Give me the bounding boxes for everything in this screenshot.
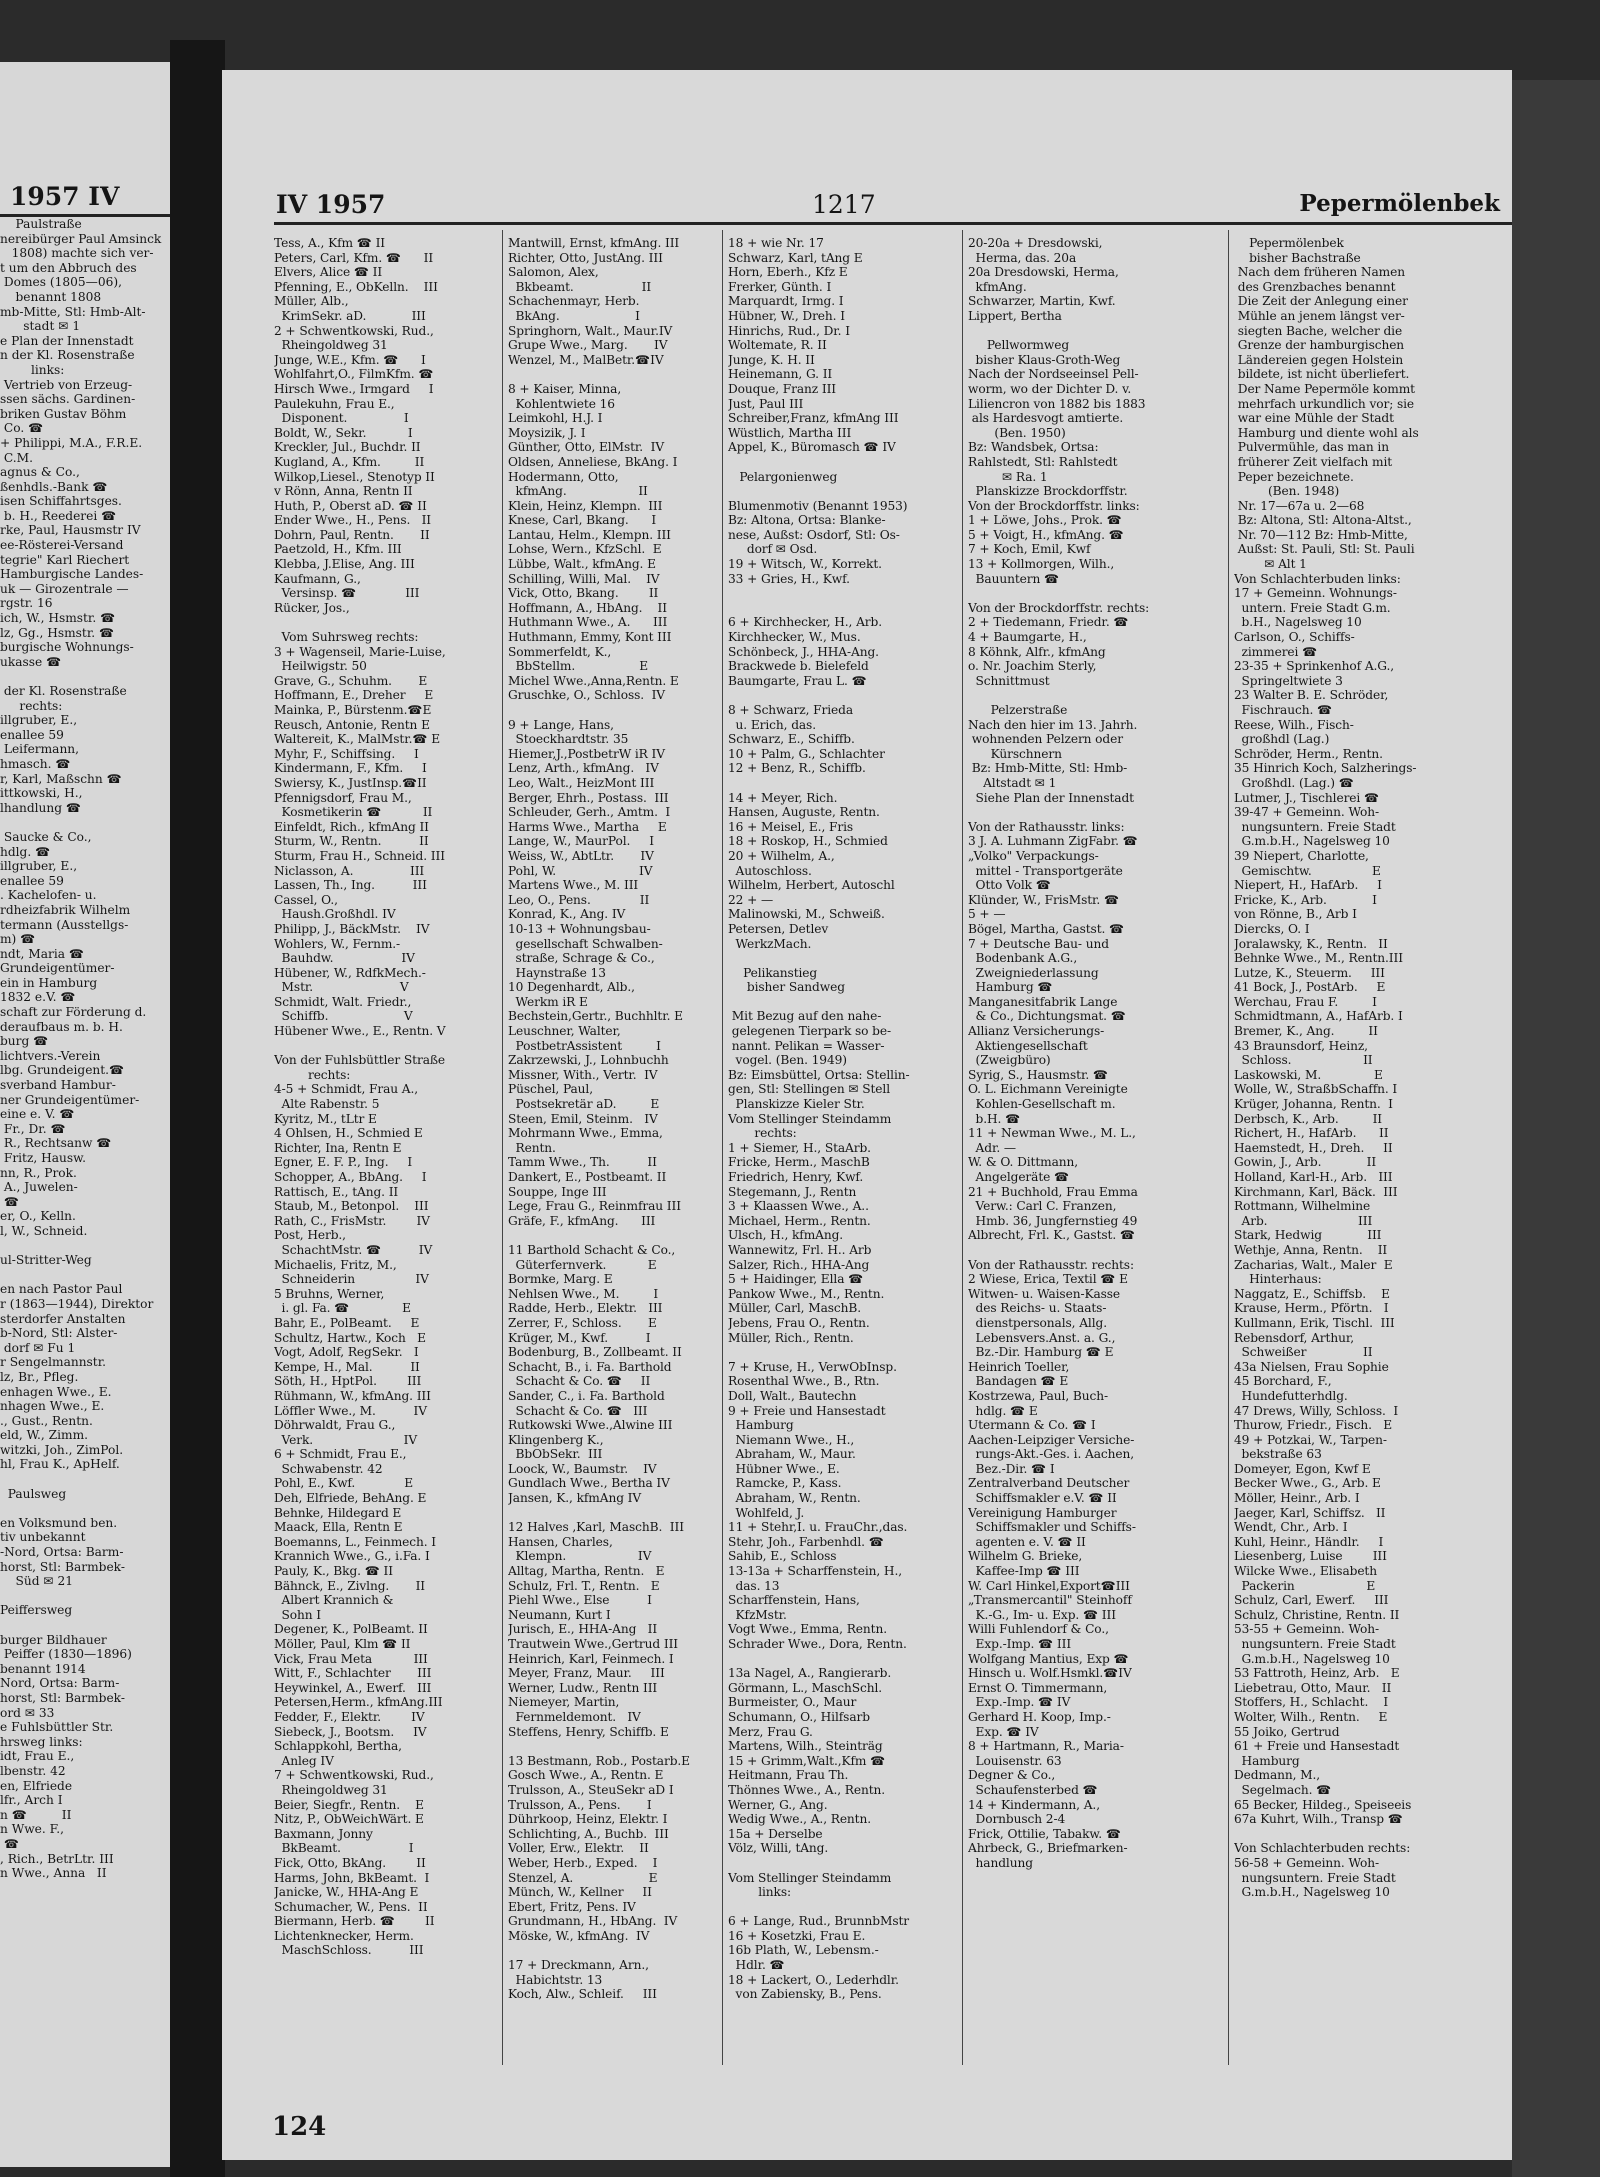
left-page-text: Paulstraße nereibürger Paul Amsinck 1808) machte sich ver- t um den Abbruch des Domes (1805—06), benannt 1808 mb-Mitte, Stl: Hmb-Alt- stadt ✉ 1 e Plan der Innenstadt n der Kl. Rosenstraße links: Vertrieb von Erzeug- ssen sächs. Gardinen- briken Gustav Böhm Co. ☎ + Philippi, M.A., F.R.E. C.M. agnus & Co., ßenhdls.-Bank ☎ isen Schiffahrtsges. b. H., Reederei ☎ rke, Paul, Hausmstr IV ee-Rösterei-Versand tegrie" Karl Riechert Hamburgische Landes- uk — Girozentrale — rgstr. 16 ich, W., Hsmstr. ☎ lz, Gg., Hsmstr. ☎ burgische Wohnungs- ukasse ☎ der Kl. Rosenstraße rechts: illgruber, E., enallee 59 Leifermann, hmasch. ☎ r, Karl, Maßschn ☎ ittkowski, H., lhandlung ☎ Saucke & Co., hdlg. ☎ illgruber, E., enallee 59 . Kachelofen- u. rdheizfabrik Wilhelm termann (Ausstellgs- m) ☎ ndt, Maria ☎ Grundeigentümer- ein in Hamburg 1832 e.V. ☎ schaft zur Förderung d. deraufbaus m. b. H. burg ☎ lichtvers.-Verein lbg. Grundeigent.☎ sverband Hambur- ner Grundeigentümer- eine e. V. ☎ Fr., Dr. ☎ R., Rechtsanw ☎ Fritz, Hausw. nn, R., Prok. A., Juwelen- ☎ er, O., Kelln. l, W., Schneid. ul-Stritter-Weg en nach Pastor Paul r (1863—1944), Direktor sterdorfer Anstalten b-Nord, Stl: Alster- dorf ✉ Fu 1 r Sengelmannstr. lz, Br., Pfleg. enhagen Wwe., E. nhagen Wwe., E. ., Gust., Rentn. eld, W., Zimm. witzki, Joh., ZimPol. hl, Frau K., ApHelf. Paulsweg en Volksmund ben. tiv unbekannt -Nord, Ortsa: Barm- horst, Stl: Barmbek- Süd ✉ 21 Peiffersweg burger Bildhauer Peiffer (1830—1896) benannt 1914 Nord, Ortsa: Barm- horst, Stl: Barmbek- ord ✉ 33 e Fuhlsbüttler Str. hrsweg links: idt, Frau E., lbenstr. 42 en, Elfriede lfr., Arch I n ☎ II n Wwe. F., ☎ , Rich., BetrLtr. III n Wwe., Anna II [0,217,162,1881]
page-number: 1217 [812,190,876,219]
directory-column-5: Pepermölenbek bisher Bachstraße Nach dem früheren Namen des Grenzbaches benannt Die Zeit der Anlegung einer Mühle an jenem längst ver- siegten Bache, welcher die Grenze der hamburgischen Ländereien gegen Holstein bildete, ist nicht überliefert. Der Name Pepermöle kommt mehrfach urkundlich vor; sie war eine Mühle der Stadt Hamburg und diente wohl als Pulvermühle, das man in früherer Zeit vielfach mit Peper bezeichnete. (Ben. 1948) Nr. 17—67a u. 2—68 Bz: Altona, Stl: Altona-Altst., Nr. 70—112 Bz: Hmb-Mitte, Außst: St. Pauli, Stl: St. Pauli ✉ Alt 1 Von Schlachterbuden links: 17 + Gemeinn. Wohnungs- untern. Freie Stadt G.m. b.H., Nagelsweg 10 Carlson, O., Schiffs- zimmerei ☎ 23-35 + Sprinkenhof A.G., Springeltwiete 3 23 Walter B. E. Schröder, Fischrauch. ☎ Reese, Wilh., Fisch- großhdl (Lag.) Schröder, Herm., Rentn. 35 Hinrich Koch, Salzherings- Großhdl. (Lag.) ☎ Lutmer, J., Tischlerei ☎ 39-47 + Gemeinn. Woh- nungsuntern. Freie Stadt G.m.b.H., Nagelsweg 10 39 Niepert, Charlotte, Gemischtw. E Niepert, H., HafArb. I Fricke, K., Arb. I von Rönne, B., Arb I Diercks, O. I Joralawsky, K., Rentn. II Behnke Wwe., M., Rentn.III Lutze, K., Steuerm. III 41 Bock, J., PostArb. E Werchau, Frau F. I Schmidtmann, A., HafArb. I Bremer, K., Ang. II 43 Braunsdorf, Heinz, Schloss. II Laskowski, M. E Wolle, W., StraßbSchaffn. I Krüger, Johanna, Rentn. I Derbsch, K., Arb. II Richert, H., HafArb. II Haemstedt, H., Dreh. II Gowin, J., Arb. II Holland, Karl-H., Arb. III Kirchmann, Karl, Bäck. III Rottmann, Wilhelmine Arb. III Stark, Hedwig III Wethje, Anna, Rentn. II Zacharias, Walt., Maler E Hinterhaus: Naggatz, E., Schiffsb. E Krause, Herm., Pförtn. I Kullmann, Erik, Tischl. III Rebensdorf, Arthur, Schweißer II 43a Nielsen, Frau Sophie 45 Borchard, F., Hundefutterhdlg. 47 Drews, Willy, Schloss. I Thurow, Friedr., Fisch. E 49 + Potzkai, W., Tarpen- bekstraße 63 Domeyer, Egon, Kwf E Becker Wwe., G., Arb. E Möller, Heinr., Arb. I Jaeger, Karl, Schiffsz. II Wendt, Chr., Arb. I Kuhl, Heinr., Händlr. I Liesenberg, Luise III Wilcke Wwe., Elisabeth Packerin E Schulz, Carl, Ewerf. III Schulz, Christine, Rentn. II 53-55 + Gemeinn. Woh- nungsuntern. Freie Stadt G.m.b.H., Nagelsweg 10 53 Fattroth, Heinz, Arb. E Liebetrau, Otto, Maur. II Stoffers, H., Schlacht. I Wolter, Wilh., Rentn. E 55 Joiko, Gertrud 61 + Freie und Hansestadt Hamburg Dedmann, M., Segelmach. ☎ 65 Becker, Hildeg., Speiseeis 67a Kuhrt, Wilh., Transp ☎ Von Schlachterbuden rechts: 56-58 + Gemeinn. Woh- nungsuntern. Freie Stadt G.m.b.H., Nagelsweg 10 [1234,236,1419,1900]
header-rule [274,222,1512,225]
directory-column-4: 20-20a + Dresdowski, Herma, das. 20a 20a Dresdowski, Herma, kfmAng. Schwarzer, Martin, Kwf. Lippert, Bertha Pellwormweg bisher Klaus-Groth-Weg Nach der Nordseeinsel Pell- worm, wo der Dichter D. v. Liliencron von 1882 bis 1883 als Hardesvogt amtierte. (Ben. 1950) Bz: Wandsbek, Ortsa: Rahlstedt, Stl: Rahlstedt ✉ Ra. 1 Planskizze Brockdorffstr. Von der Brockdorffstr. links: 1 + Löwe, Johs., Prok. ☎ 5 + Voigt, H., kfmAng. ☎ 7 + Koch, Emil, Kwf 13 + Kollmorgen, Wilh., Bauuntern ☎ Von der Brockdorffstr. rechts: 2 + Tiedemann, Friedr. ☎ 4 + Baumgarte, H., 8 Köhnk, Alfr., kfmAng o. Nr. Joachim Sterly, Schnittmust Pelzerstraße Nach den hier im 13. Jahrh. wohnenden Pelzern oder Kürschnern Bz: Hmb-Mitte, Stl: Hmb- Altstadt ✉ 1 Siehe Plan der Innenstadt Von der Rathausstr. links: 3 J. A. Luhmann ZigFabr. ☎ „Volko" Verpackungs- mittel - Transportgeräte Otto Volk ☎ Klünder, W., FrisMstr. ☎ 5 + — Bögel, Martha, Gastst. ☎ 7 + Deutsche Bau- und Bodenbank A.G., Zweigniederlassung Hamburg ☎ Manganesitfabrik Lange & Co., Dichtungsmat. ☎ Allianz Versicherungs- Aktiengesellschaft (Zweigbüro) Syrig, S., Hausmstr. ☎ O. L. Eichmann Vereinigte Kohlen-Gesellschaft m. b.H. ☎ 11 + Newman Wwe., M. L., Adr. — W. & O. Dittmann, Angelgeräte ☎ 21 + Buchhold, Frau Emma Verw.: Carl C. Franzen, Hmb. 36, Jungfernstieg 49 Albrecht, Frl. K., Gastst. ☎ Von der Rathausstr. rechts: 2 Wiese, Erica, Textil ☎ E Witwen- u. Waisen-Kasse des Reichs- u. Staats- dienstpersonals, Allg. Lebensvers.Anst. a. G., Bz.-Dir. Hamburg ☎ E Heinrich Toeller, Bandagen ☎ E Kostrzewa, Paul, Buch- hdlg. ☎ E Utermann & Co. ☎ I Aachen-Leipziger Versiche- rungs-Akt.-Ges. i. Aachen, Bez.-Dir. ☎ I Zentralverband Deutscher Schiffsmakler e.V. ☎ II Vereinigung Hamburger Schiffsmakler und Schiffs- agenten e. V. ☎ II Wilhelm G. Brieke, Kaffee-Imp ☎ III W. Carl Hinkel,Export☎III „Transmercantil" Steinhoff K.-G., Im- u. Exp. ☎ III Willi Fuhlendorf & Co., Exp.-Imp. ☎ III Wolfgang Mantius, Exp ☎ Hinsch u. Wolf.Hsmkl.☎IV Ernst O. Timmermann, Exp.-Imp. ☎ IV Gerhard H. Koop, Imp.- Exp. ☎ IV 8 + Hartmann, R., Maria- Louisenstr. 63 Degner & Co., Schaufensterbed ☎ 14 + Kindermann, A., Dornbusch 2-4 Frick, Ottilie, Tabakw. ☎ Ahrbeck, G., Briefmarken- handlung [968,236,1150,1870]
column-divider [1228,230,1229,2065]
left-page [0,62,170,2167]
directory-column-1: Tess, A., Kfm ☎ II Peters, Carl, Kfm. ☎ II Elvers, Alice ☎ II Pfenning, E., ObKelln. III Müller, Alb., KrimSekr. aD. III 2 + Schwentkowski, Rud., Rheingoldweg 31 Junge, W.E., Kfm. ☎ I Wohlfahrt,O., FilmKfm. ☎ Hirsch Wwe., Irmgard I Paulekuhn, Frau E., Disponent. I Boldt, W., Sekr. I Kreckler, Jul., Buchdr. II Kugland, A., Kfm. II Wilkop,Liesel., Stenotyp II v Rönn, Anna, Rentn II Huth, P., Oberst aD. ☎ II Ender Wwe., H., Pens. II Dohrn, Paul, Rentn. II Paetzold, H., Kfm. III Klebba, J.Elise, Ang. III Kaufmann, G., Versinsp. ☎ III Rücker, Jos., Vom Suhrsweg rechts: 3 + Wagenseil, Marie-Luise, Heilwigstr. 50 Grave, G., Schuhm. E Hoffmann, E., Dreher E Mainka, P., Bürstenm.☎E Reusch, Antonie, Rentn E Waltereit, K., MalMstr.☎ E Myhr, F., Schiffsing. I Kindermann, F., Kfm. I Swiersy, K., JustInsp.☎II Pfennigsdorf, Frau M., Kosmetikerin ☎ II Einfeldt, Rich., kfmAng II Sturm, W., Rentn. II Sturm, Frau H., Schneid. III Niclasson, A. III Lassen, Th., Ing. III Cassel, O., Haush.Großhdl. IV Philipp, J., BäckMstr. IV Wohlers, W., Fernm.- Bauhdw. IV Hübener, W., RdfkMech.- Mstr. V Schmidt, Walt. Friedr., Schiffb. V Hübener Wwe., E., Rentn. V Von der Fuhlsbüttler Straße rechts: 4-5 + Schmidt, Frau A., Alte Rabenstr. 5 Kyritz, M., tLtr E 4 Ohlsen, H., Schmied E Richter, Ina, Rentn E Egner, E. F. P., Ing. I Schopper, A., BbAng. I Rattisch, E., tAng. II Staub, M., Betonpol. III Rath, C., FrisMstr. IV Post, Herb., SchachtMstr. ☎ IV Michaelis, Fritz, M., Schneiderin IV 5 Bruhns, Werner, i. gl. Fa. ☎ E Bahr, E., PolBeamt. E Schultz, Hartw., Koch E Vogt, Adolf, RegSekr. I Kempe, H., Mal. II Söth, H., HptPol. III Rühmann, W., kfmAng. III Löffler Wwe., M. IV Döhrwaldt, Frau G., Verk. IV 6 + Schmidt, Frau E., Schwabenstr. 42 Pohl, E., Kwf. E Deh, Elfriede, BehAng. E Behnke, Hildegard E Maack, Ella, Rentn E Boemanns, L., Feinmech. I Krannich Wwe., G., i.Fa. I Pauly, K., Bkg. ☎ II Bähnck, E., Zivlng. II Albert Krannich & Sohn I Degener, K., PolBeamt. II Möller, Paul, Klm ☎ II Vick, Frau Meta III Witt, F., Schlachter III Heywinkel, A., Ewerf. III Petersen,Herm., kfmAng.III Fedder, F., Elektr. IV Siebeck, J., Bootsm. IV Schlappkohl, Bertha, Anleg IV 7 + Schwentkowski, Rud., Rheingoldweg 31 Beier, Siegfr., Rentn. E Nitz, P., ObWeichWärt. E Baxmann, Jonny BkBeamt. I Fick, Otto, BkAng. II Harms, John, BkBeamt. I Janicke, W., HHA-Ang E Schumacher, W., Pens. II Biermann, Herb. ☎ II Lichtenknecker, Herm. MaschSchloss. III [274,236,446,1958]
book-gutter [170,40,225,2177]
footer-number: 124 [272,2112,327,2142]
column-divider [502,230,503,2065]
column-divider [722,230,723,2065]
left-page-header: 1957 IV [10,182,120,211]
right-page [222,70,1512,2160]
directory-column-3: 18 + wie Nr. 17 Schwarz, Karl, tAng E Horn, Eberh., Kfz E Frerker, Günth. I Marquardt, Irmg. I Hübner, W., Dreh. I Hinrichs, Rud., Dr. I Woltemate, R. II Junge, K. H. II Heinemann, G. II Douque, Franz III Just, Paul III Schreiber,Franz, kfmAng III Wüstlich, Martha III Appel, K., Büromasch ☎ IV Pelargonienweg Blumenmotiv (Benannt 1953) Bz: Altona, Ortsa: Blanke- nese, Außst: Osdorf, Stl: Os- dorf ✉ Osd. 19 + Witsch, W., Korrekt. 33 + Gries, H., Kwf. 6 + Kirchhecker, H., Arb. Kirchhecker, W., Mus. Schönbeck, J., HHA-Ang. Brackwede b. Bielefeld Baumgarte, Frau L. ☎ 8 + Schwarz, Frieda u. Erich, das. Schwarz, E., Schiffb. 10 + Palm, G., Schlachter 12 + Benz, R., Schiffb. 14 + Meyer, Rich. Hansen, Auguste, Rentn. 16 + Meisel, E., Fris 18 + Roskop, H., Schmied 20 + Wilhelm, A., Autoschloss. Wilhelm, Herbert, Autoschl 22 + — Malinowski, M., Schweiß. Petersen, Detlev WerkzMach. Pelikanstieg bisher Sandweg Mit Bezug auf den nahe- gelegenen Tierpark so be- nannt. Pelikan = Wasser- vogel. (Ben. 1949) Bz: Eimsbüttel, Ortsa: Stellin- gen, Stl: Stellingen ✉ Stell Planskizze Kieler Str. Vom Stellinger Steindamm rechts: 1 + Siemer, H., StaArb. Fricke, Herm., MaschB Friedrich, Henry, Kwf. Stegemann, J., Rentn 3 + Klaassen Wwe., A.. Michael, Herm., Rentn. Ulsch, H., kfmAng. Wannewitz, Frl. H.. Arb Salzer, Rich., HHA-Ang 5 + Haidinger, Ella ☎ Pankow Wwe., M., Rentn. Müller, Carl, MaschB. Jebens, Frau O., Rentn. Müller, Rich., Rentn. 7 + Kruse, H., VerwObInsp. Rosenthal Wwe., B., Rtn. Doll, Walt., Bautechn 9 + Freie und Hansestadt Hamburg Niemann Wwe., H., Abraham, W., Maur. Hübner Wwe., E. Ramcke, P., Kass. Abraham, W., Rentn. Wohlfeld, J. 11 + Stehr,I. u. FrauChr.,das. Stehr, Joh., Farbenhdl. ☎ Sahib, E., Schloss 13-13a + Scharffenstein, H., das. 13 Scharffenstein, Hans, KfzMstr. Vogt Wwe., Emma, Rentn. Schrader Wwe., Dora, Rentn. 13a Nagel, A., Rangierarb. Görmann, L., MaschSchl. Burmeister, O., Maur Schumann, O., Hilfsarb Merz, Frau G. Martens, Wilh., Steinträg 15 + Grimm,Walt.,Kfm ☎ Heitmann, Frau Th. Thönnes Wwe., A., Rentn. Werner, G., Ang. Wedig Wwe., A., Rentn. 15a + Derselbe Völz, Willi, tAng. Vom Stellinger Steindamm links: 6 + Lange, Rud., BrunnbMstr 16 + Kosetzki, Frau E. 16b Plath, W., Lebensm.- Hdlr. ☎ 18 + Lackert, O., Lederhdlr. von Zabiensky, B., Pens. [728,236,910,2002]
page-header-title: Pepermölenbek [1299,190,1500,217]
page-edge [1512,80,1600,2177]
directory-column-2: Mantwill, Ernst, kfmAng. III Richter, Otto, JustAng. III Salomon, Alex, Bkbeamt. II Schachenmayr, Herb. BkAng. I Springhorn, Walt., Maur.IV Grupe Wwe., Marg. IV Wenzel, M., MalBetr.☎IV 8 + Kaiser, Minna, Kohlentwiete 16 Leimkohl, H.J. I Moysizik, J. I Günther, Otto, ElMstr. IV Oldsen, Anneliese, BkAng. I Hodermann, Otto, kfmAng. II Klein, Heinz, Klempn. III Knese, Carl, Bkang. I Lantau, Helm., Klempn. III Lohse, Wern., KfzSchl. E Lübbe, Walt., kfmAng. E Schilling, Willi, Mal. IV Vick, Otto, Bkang. II Hoffmann, A., HbAng. II Huthmann Wwe., A. III Huthmann, Emmy, Kont III Sommerfeldt, K., BbStellm. E Michel Wwe.,Anna,Rentn. E Gruschke, O., Schloss. IV 9 + Lange, Hans, Stoeckhardtstr. 35 Hiemer,J.,PostbetrW iR IV Lenz, Arth., kfmAng. IV Leo, Walt., HeizMont III Berger, Ehrh., Postass. III Schleuder, Gerh., Amtm. I Harms Wwe., Martha E Lange, W., MaurPol. I Weiss, W., AbtLtr. IV Pohl, W. IV Martens Wwe., M. III Leo, O., Pens. II Konrad, K., Ang. IV 10-13 + Wohnungsbau- gesellschaft Schwalben- straße, Schrage & Co., Haynstraße 13 10 Degenhardt, Alb., Werkm iR E Bechstein,Gertr., Buchhltr. E Leuschner, Walter, PostbetrAssistent I Zakrzewski, J., Lohnbuchh Missner, With., Vertr. IV Püschel, Paul, Postsekretär aD. E Steen, Emil, Steinm. IV Mohrmann Wwe., Emma, Rentn. Tamm Wwe., Th. II Dankert, E., Postbeamt. II Souppe, Inge III Lege, Frau G., Reinmfrau III Gräfe, F., kfmAng. III 11 Barthold Schacht & Co., Güterfernverk. E Bormke, Marg. E Nehlsen Wwe., M. I Radde, Herb., Elektr. III Zerrer, F., Schloss. E Krüger, M., Kwf. I Bodenburg, B., Zollbeamt. II Schacht, B., i. Fa. Barthold Schacht & Co. ☎ II Sander, C., i. Fa. Barthold Schacht & Co. ☎ III Rutkowski Wwe.,Alwine III Klingenberg K., BbObSekr. III Loock, W., Baumstr. IV Gundlach Wwe., Bertha IV Jansen, K., kfmAng IV 12 Halves ,Karl, MaschB. III Hansen, Charles, Klempn. IV Alltag, Martha, Rentn. E Schulz, Frl. T., Rentn. E Piehl Wwe., Else I Neumann, Kurt I Jurisch, E., HHA-Ang II Trautwein Wwe.,Gertrud III Heinrich, Karl, Feinmech. I Meyer, Franz, Maur. III Werner, Ludw., Rentn III Niemeyer, Martin, Fernmeldemont. IV Steffens, Henry, Schiffb. E 13 Bestmann, Rob., Postarb.E Gosch Wwe., A., Rentn. E Trulsson, A., SteuSekr aD I Trulsson, A., Pens. I Dührkoop, Heinz, Elektr. I Schlichting, A., Buchb. III Voller, Erw., Elektr. II Weber, Herb., Exped. I Stenzel, A. E Münch, W., Kellner II Ebert, Fritz, Pens. IV Grundmann, H., HbAng. IV Möske, W., kfmAng. IV 17 + Dreckmann, Arn., Habichtstr. 13 Koch, Alw., Schleif. III [508,236,690,2002]
page-header-left: IV 1957 [276,190,386,219]
column-divider [962,230,963,2065]
